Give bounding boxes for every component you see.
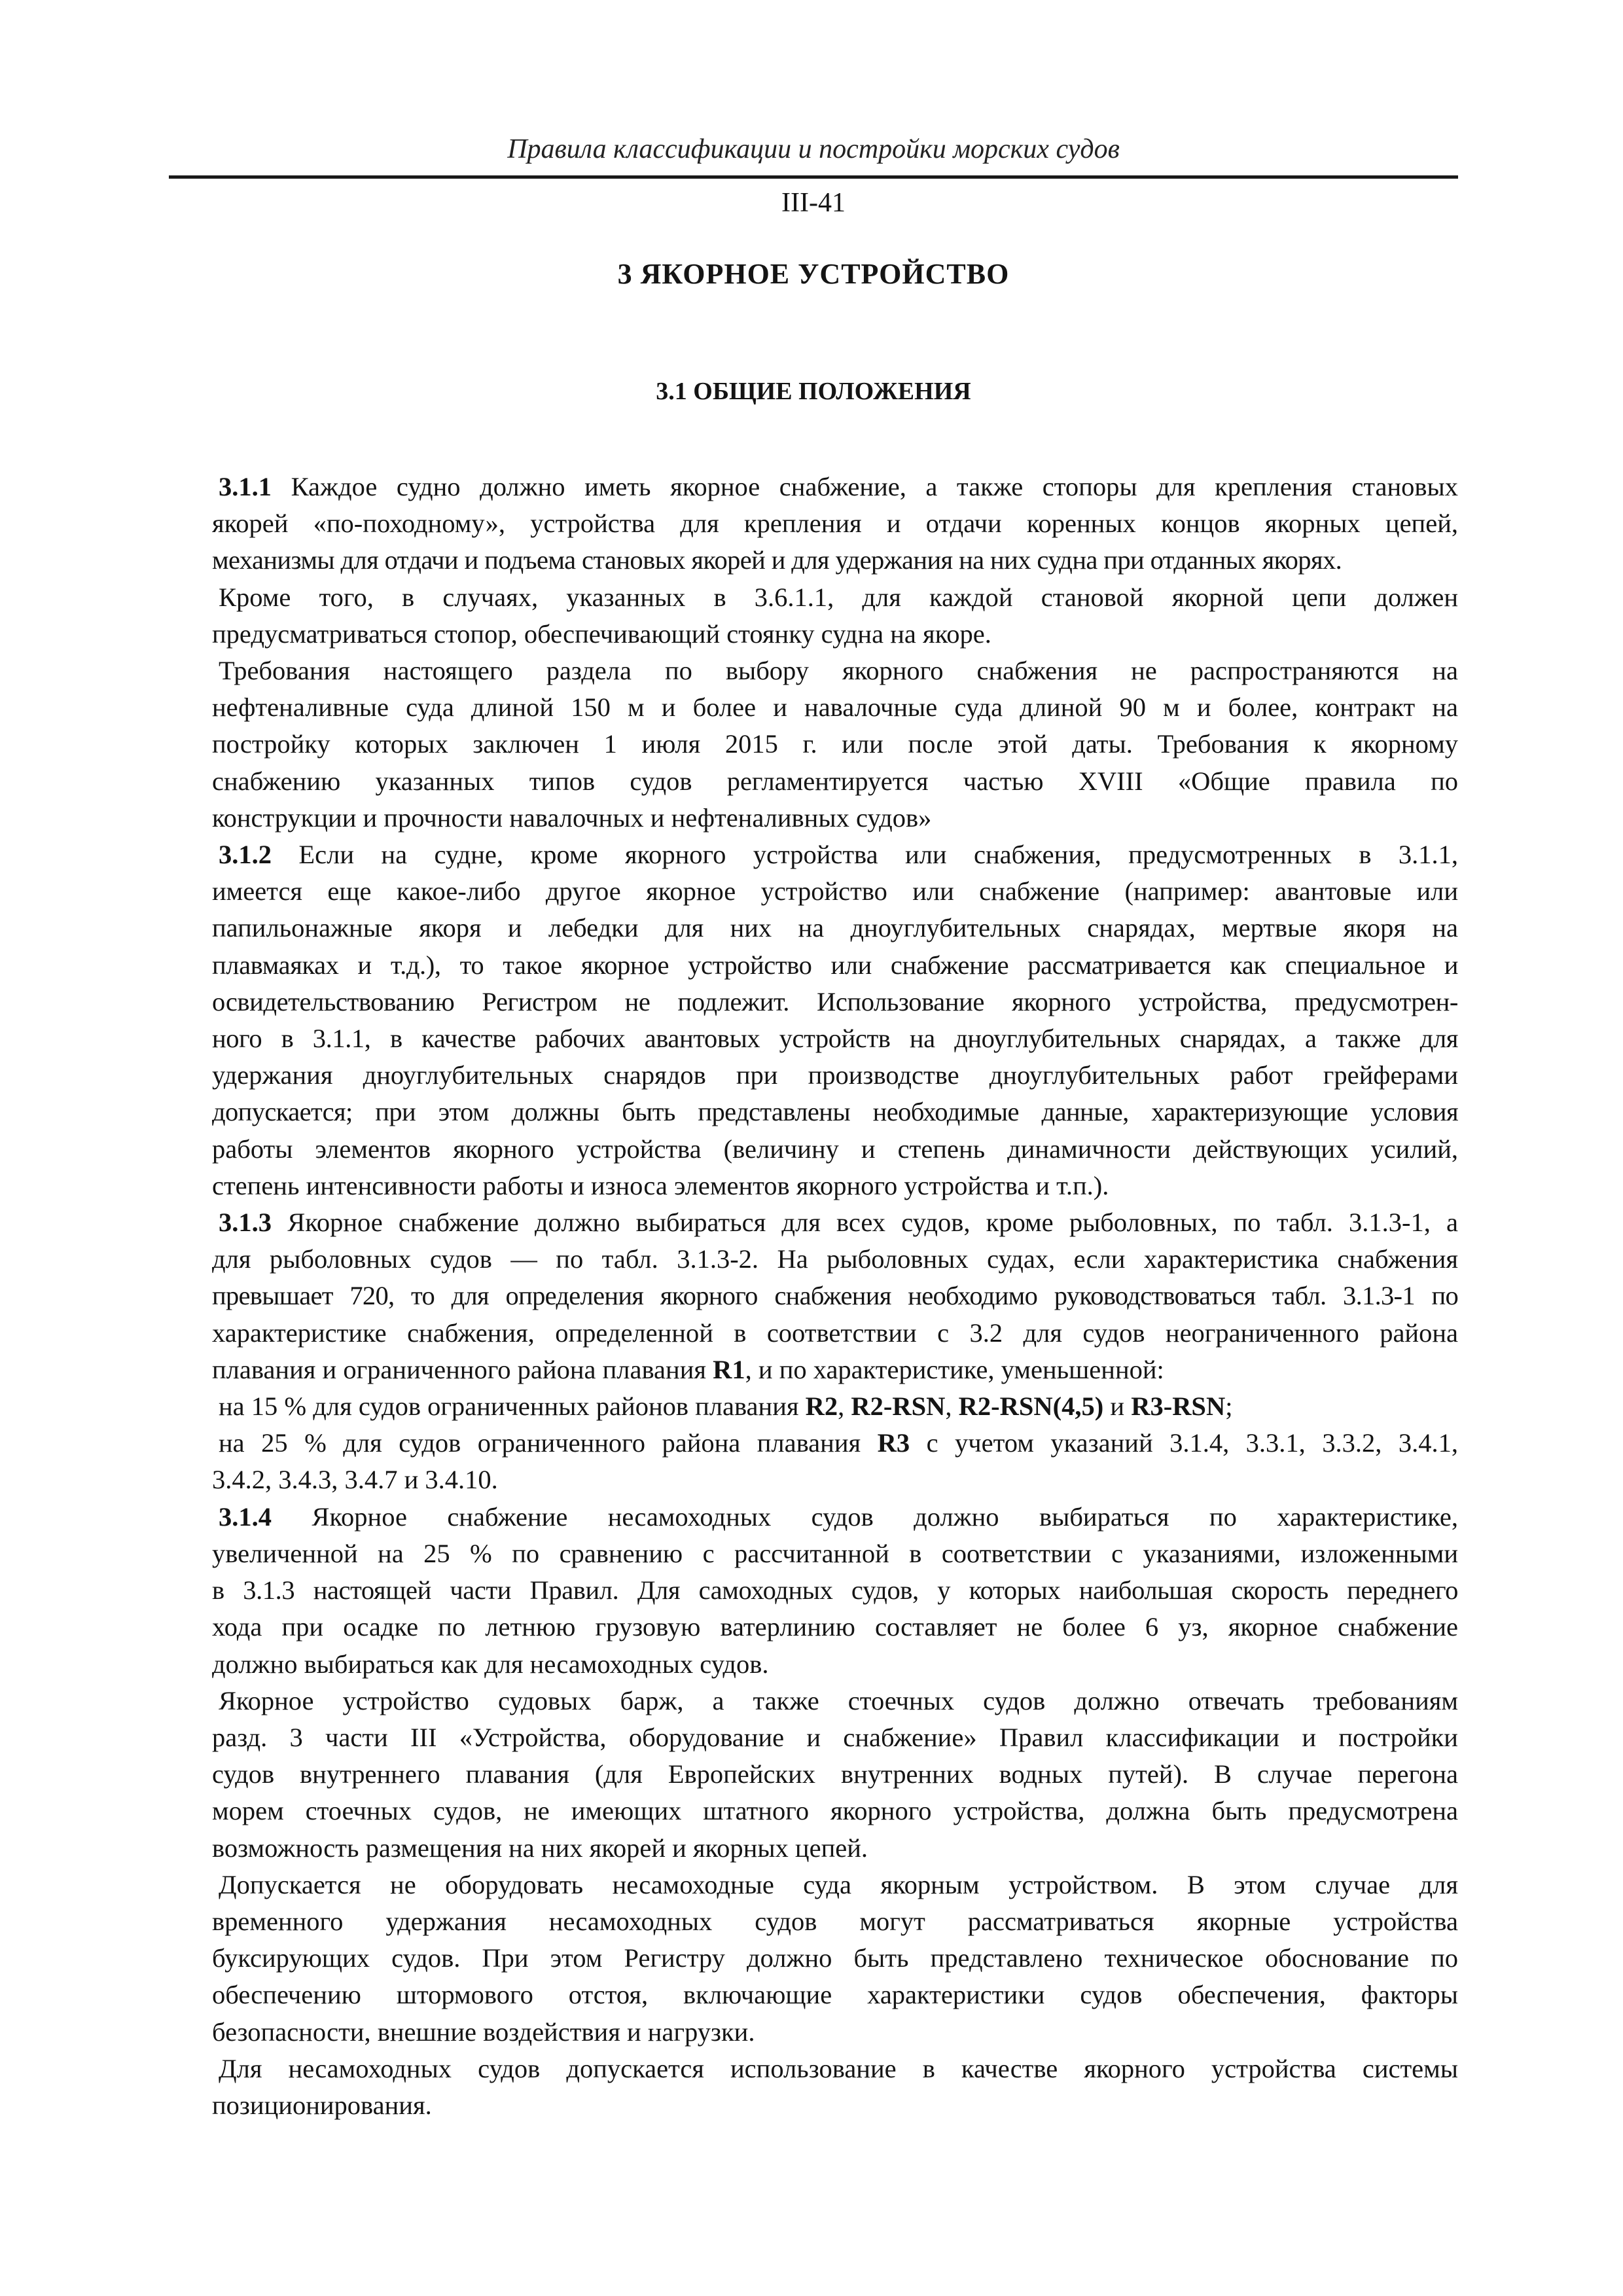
text-line: в 3.1.3 настоящей части Правил. Для самоходных судов, у которых наибольшая скорость переднего: [212, 1575, 1458, 1605]
section-title: 3.1 ОБЩИЕ ПОЛОЖЕНИЯ: [656, 378, 971, 405]
text-line: обеспечению штормового отстоя, включающие характеристики судов обеспечения, факторы: [212, 1980, 1458, 2010]
text-line: допускается; при этом должны быть представлены необходимые данные, характеризующие условия: [212, 1097, 1458, 1127]
clause-number: 3.1.2: [219, 840, 272, 870]
clause-number: 3.1.3: [219, 1208, 272, 1238]
text-line: механизмы для отдачи и подъема становых якорей и для удержания на них судна при отданных якорях.: [212, 545, 1342, 575]
paragraph: [212, 1867, 1458, 2051]
text-line: нефтеналивные суда длиной 150 м и более и навалочные суда длиной 90 м и более, контракт на: [212, 692, 1458, 723]
text-line: разд. 3 части III «Устройства, оборудование и снабжение» Правил классификации и постройки: [212, 1722, 1458, 1752]
text-line: хода при осадке по летнюю грузовую ватерлинию составляет не более 6 уз, якорное снабжение: [212, 1612, 1458, 1642]
text-fragment: , и по характеристике, уменьшенной:: [745, 1354, 1164, 1384]
text-line: увеличенной на 25 % по сравнению с рассчитанной в соответствии с указаниями, изложенными: [212, 1538, 1458, 1568]
text-line: якорей «по-походному», устройства для крепления и отдачи коренных концов якорных цепей,: [212, 509, 1458, 539]
text-line: предусматриваться стопор, обеспечивающий стоянку судна на якоре.: [212, 619, 991, 649]
clause-number: 3.1.1: [219, 472, 272, 501]
text-fragment: на 15 % для судов ограниченных районов плавания: [219, 1391, 806, 1422]
chapter-title: 3 ЯКОРНОЕ УСТРОЙСТВО: [617, 258, 1010, 290]
text-line: снабжению указанных типов судов регламентируется частью XVIII «Общие правила по: [212, 766, 1458, 796]
paragraph: [212, 653, 1458, 836]
navigation-area-code: R2: [805, 1391, 838, 1422]
text-line: временного удержания несамоходных судов могут рассматриваться якорные устройства: [212, 1906, 1458, 1936]
text-line: [212, 1352, 1458, 1388]
paragraph: [212, 1388, 1458, 1425]
page-number: III-41: [781, 188, 846, 218]
text-fragment: и: [1103, 1391, 1132, 1422]
text-line: морем стоечных судов, не имеющих штатного якорного устройства, должна быть предусмотрена: [212, 1796, 1458, 1826]
text-fragment: плавания и ограниченного района плавания: [212, 1354, 713, 1384]
text-line: буксирующих судов. При этом Регистру должно быть представлено техническое обоснование по: [212, 1943, 1458, 1973]
text-line: освидетельствованию Регистром не подлежит. Использование якорного устройства, предусмотрен-: [212, 986, 1458, 1016]
text-line: Кроме того, в случаях, указанных в 3.6.1.1, для каждой становой якорной цепи должен: [219, 582, 1458, 612]
text-line: Для несамоходных судов допускается использование в качестве якорного устройства системы: [219, 2053, 1458, 2083]
text-fragment: ,: [945, 1391, 959, 1422]
text-fragment: на 25 % для судов ограниченного района плавания: [219, 1428, 878, 1458]
paragraph-3-1-4: [212, 1499, 1458, 1683]
text-line: [212, 1499, 1458, 1535]
text-line: Требования настоящего раздела по выбору якорного снабжения не распространяются на: [219, 656, 1458, 686]
text-line: характеристике снабжения, определенной в соответствии с 3.2 для судов неограниченного района: [212, 1318, 1458, 1348]
text-line: [212, 1204, 1458, 1241]
text-line: безопасности, внешние воздействия и нагрузки.: [212, 2017, 755, 2047]
text-line: конструкции и прочности навалочных и нефтеналивных судов»: [212, 802, 932, 833]
text-line: превышает 720, то для определения якорного снабжения необходимо руководствоваться табл. 3.1.3-1 по: [212, 1281, 1458, 1311]
text-line: Якорное устройство судовых барж, а также стоечных судов должно отвечать требованиям: [219, 1685, 1458, 1715]
text-line: удержания дноуглубительных снарядов при производстве дноуглубительных работ грейферами: [212, 1060, 1458, 1090]
text-fragment: Если на судне, кроме якорного устройства или снабжения, предусмотренных в 3.1.1,: [298, 840, 1459, 870]
text-line: [212, 469, 1458, 505]
text-line: [212, 1388, 1458, 1425]
text-line: имеется еще какое-либо другое якорное устройство или снабжение (например: авантовые или: [212, 876, 1458, 906]
text-fragment: Якорное снабжение должно выбираться для всех судов, кроме рыболовных, по табл. 3.1.3-1, а: [287, 1208, 1459, 1238]
text-fragment: ;: [1225, 1391, 1233, 1422]
text-line: судов внутреннего плавания (для Европейских внутренних водных путей). В случае перегона: [212, 1759, 1458, 1789]
clause-number: 3.1.4: [219, 1501, 272, 1532]
navigation-area-code: R1: [713, 1354, 745, 1384]
paragraph-3-1-2: [212, 836, 1458, 1204]
paragraph: [212, 1425, 1458, 1498]
text-line: Допускается не оборудовать несамоходные суда якорным устройством. В этом случае для: [219, 1869, 1458, 1899]
text-line: плавмаяках и т.д.), то такое якорное устройство или снабжение рассматривается как специальное и: [212, 950, 1458, 980]
text-fragment: ,: [838, 1391, 851, 1422]
text-line: для рыболовных судов — по табл. 3.1.3-2. На рыболовных судах, если характеристика снабжения: [212, 1244, 1458, 1274]
paragraph: [212, 579, 1458, 653]
text-line: работы элементов якорного устройства (величину и степень динамичности действующих усилий,: [212, 1134, 1458, 1164]
text-line: возможность размещения на них якорей и якорных цепей.: [212, 1833, 868, 1863]
text-line: 3.4.2, 3.4.3, 3.4.7 и 3.4.10.: [212, 1465, 498, 1495]
navigation-area-code: R2-RSN(4,5): [958, 1391, 1104, 1422]
text-fragment: с учетом указаний 3.1.4, 3.3.1, 3.3.2, 3.4.1,: [910, 1428, 1458, 1458]
paragraph-3-1-3: [212, 1204, 1458, 1388]
text-line: должно выбираться как для несамоходных судов.: [212, 1649, 769, 1679]
navigation-area-code: R2-RSN: [851, 1391, 946, 1422]
paragraph: [212, 1683, 1458, 1867]
text-line: [212, 836, 1458, 873]
header-rule: [169, 175, 1458, 179]
text-line: [212, 1425, 1458, 1462]
text-line: постройку которых заключен 1 июля 2015 г. или после этой даты. Требования к якорному: [212, 729, 1458, 759]
text-line: ного в 3.1.1, в качестве рабочих авантовых устройств на дноуглубительных снарядах, а также для: [212, 1024, 1458, 1054]
body-text: [212, 469, 1458, 2124]
navigation-area-code: R3: [877, 1428, 910, 1458]
navigation-area-code: R3-RSN: [1131, 1391, 1226, 1422]
paragraph-3-1-1: [212, 469, 1458, 579]
paragraph: [212, 2051, 1458, 2124]
text-fragment: Якорное снабжение несамоходных судов должно выбираться по характеристике,: [312, 1501, 1459, 1532]
running-header-title: Правила классификации и постройки морских судов: [507, 134, 1120, 164]
text-line: степень интенсивности работы и износа элементов якорного устройства и т.п.).: [212, 1170, 1109, 1200]
text-line: папильонажные якоря и лебедки для них на дноуглубительных снарядах, мертвые якоря на: [212, 913, 1458, 943]
text-fragment: Каждое судно должно иметь якорное снабжение, а также стопоры для крепления становых: [291, 472, 1459, 501]
text-line: позиционирования.: [212, 2090, 432, 2120]
